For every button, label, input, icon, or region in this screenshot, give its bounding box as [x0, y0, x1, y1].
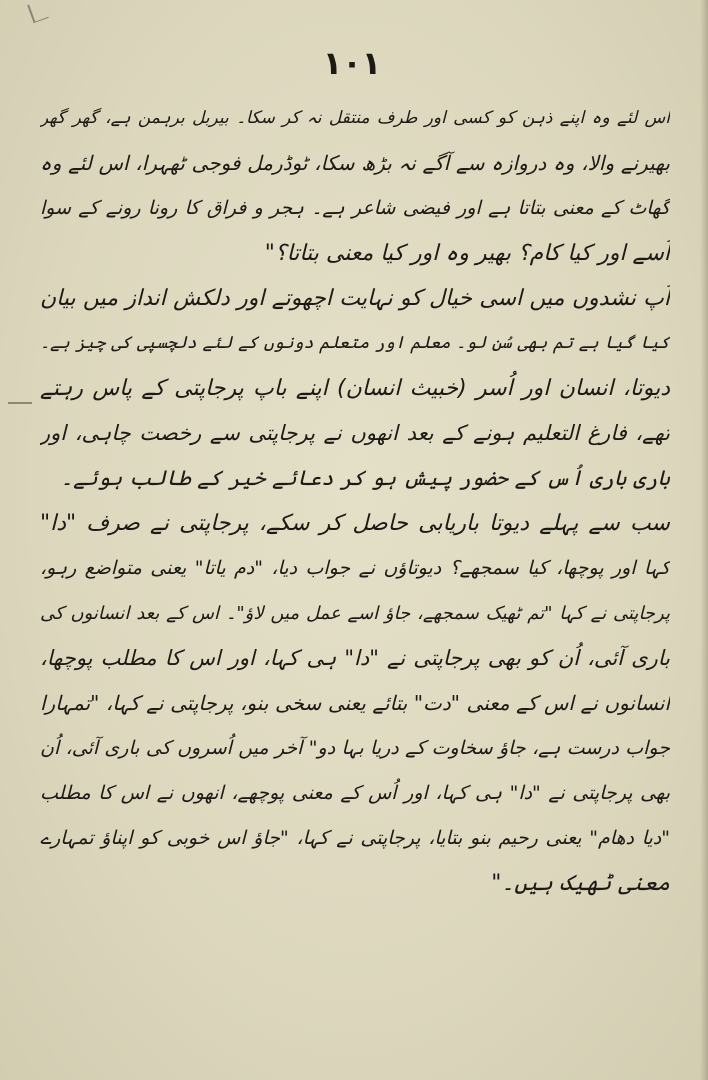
text-line: بھیرنے والا، وہ دروازہ سے آگے نہ بڑھ سکا، ٹوڈرمل فوجی ٹھہرا، اس لئے وہ	[40, 151, 670, 175]
text-line: باری آئی، اُن کو بھی پرجاپتی نے "دا" ہی کہا، اور اس کا مطلب پوچھا،	[40, 646, 670, 670]
text-line: اُپ نشدوں میں اسی خیال کو نہایت اچھوتے اور دلکش انداز میں بیان	[40, 286, 670, 311]
corner-pen-mark	[27, 0, 49, 23]
margin-tick-mark	[8, 402, 32, 404]
text-line: کہا اور پوچھا، کیا سمجھے؟ دیوتاؤں نے جواب دیا، "دم یاتا" یعنی متواضع رہو،	[40, 557, 670, 579]
page-number: ۱۰۱	[322, 44, 382, 82]
text-line: اُسے اور کیا کام؟ بھیر وہ اور کیا معنی بتاتا؟"	[264, 241, 670, 266]
body-text	[40, 96, 670, 906]
text-line: تھے، فارغ التعلیم ہونے کے بعد انھوں نے پرجاپتی سے رخصت چاہی، اور	[40, 421, 670, 445]
text-line: اس لئے وہ اپنے ذہن کو کسی اور طرف منتقل نہ کر سکا۔ بیربل برہمن ہے، گھر گھر	[40, 108, 670, 128]
text-line: گھاٹ کے معنی بتاتا ہے اور فیضی شاعر ہے۔ ہجر و فراق کا رونا رونے کے سوا	[40, 197, 670, 219]
text-line: سب سے پہلے دیوتا باریابی حاصل کر سکے، پرجاپتی نے صرف "دا"	[40, 511, 670, 536]
text-line: معنی ٹھیک ہیں۔"	[491, 871, 670, 896]
text-line: باری باری اُس کے حضور پیش ہو کر دعائے خیر کے طالب ہوئے۔	[60, 466, 670, 490]
text-line: پرجاپتی نے کہا "تم ٹھیک سمجھے، جاؤ اسے عمل میں لاؤ"۔ اس کے بعد انسانوں کی	[40, 603, 670, 624]
text-line: انسانوں نے اس کے معنی "دت" بتائے یعنی سخی بنو، پرجاپتی نے کہا، "تمہارا	[40, 691, 670, 715]
page-edge-shadow	[700, 0, 708, 1080]
text-line: دیوتا، انسان اور اُسر (خبیث انسان) اپنے باپ پرجاپتی کے پاس رہتے	[40, 376, 670, 401]
text-line: جواب درست ہے، جاؤ سخاوت کے دریا بہا دو" آخر میں اُسروں کی باری آئی، اُن	[40, 737, 670, 759]
text-line: کیا گیا ہے تم بھی سُن لو۔ معلم اور متعلم دونوں کے لئے دلچسپی کی چیز ہے۔	[40, 333, 670, 353]
text-line: بھی پرجاپتی نے "دا" ہی کہا، اور اُس کے معنی پوچھے، انھوں نے اس کا مطلب	[40, 782, 670, 804]
text-line: "دیا دھام" یعنی رحیم بنو بتایا، پرجاپتی نے کہا، "جاؤ اس خوبی کو اپناؤ تمہارے	[40, 827, 670, 849]
